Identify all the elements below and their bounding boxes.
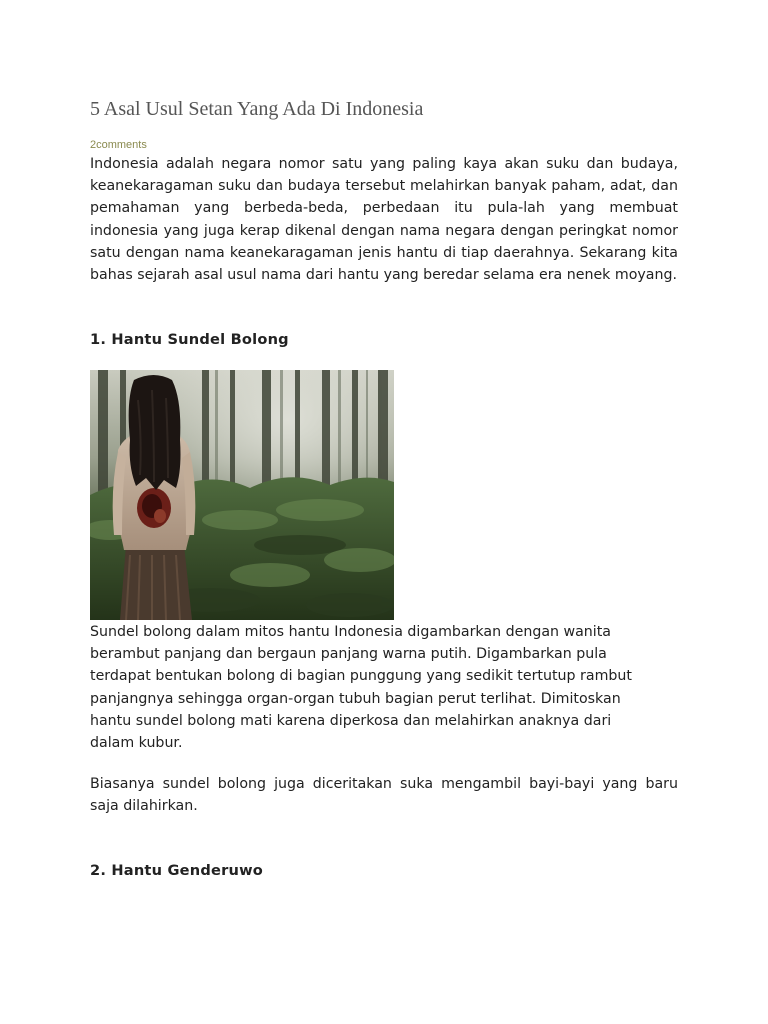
intro-paragraph: Indonesia adalah negara nomor satu yang paling kaya akan suku dan budaya, keanekaragaman suku dan budaya tersebut melahirkan banyak paham, adat, dan pemahaman yang berbeda-beda, perbedaan itu pula-lah yang membuat indonesia yang juga kerap dikenal dengan nama negara dengan peringkat nomor satu dengan nama keanekaragaman jenis hantu di tiap daerahnya. Sekarang kita bahas sejarah asal usul nama dari hantu yang beredar selama era nenek moyang. [90,156,678,284]
article-title: 5 Asal Usul Setan Yang Ada Di Indonesia [90,98,424,120]
sundel-bolong-extra: Biasanya sundel bolong juga diceritakan suka mengambil bayi-bayi yang baru saja dilahirkan. [90,776,678,815]
section-heading-genderuwo: 2. Hantu Genderuwo [90,862,263,879]
sundel-bolong-photo [90,370,394,620]
section-heading-sundel-bolong: 1. Hantu Sundel Bolong [90,331,289,348]
comments-link[interactable]: 2comments [90,139,147,151]
sundel-bolong-description: Sundel bolong dalam mitos hantu Indonesia digambarkan dengan wanita berambut panjang dan bergaun panjang warna putih. Digambarkan pula terdapat bentukan bolong di bagian punggung yang sedikit tertutup rambut panjangnya sehingga organ-organ tubuh bagian perut terlihat. Dimitoskan hantu sundel bolong mati karena diperkosa dan melahirkan anaknya dari dalam kubur. [90,624,632,752]
